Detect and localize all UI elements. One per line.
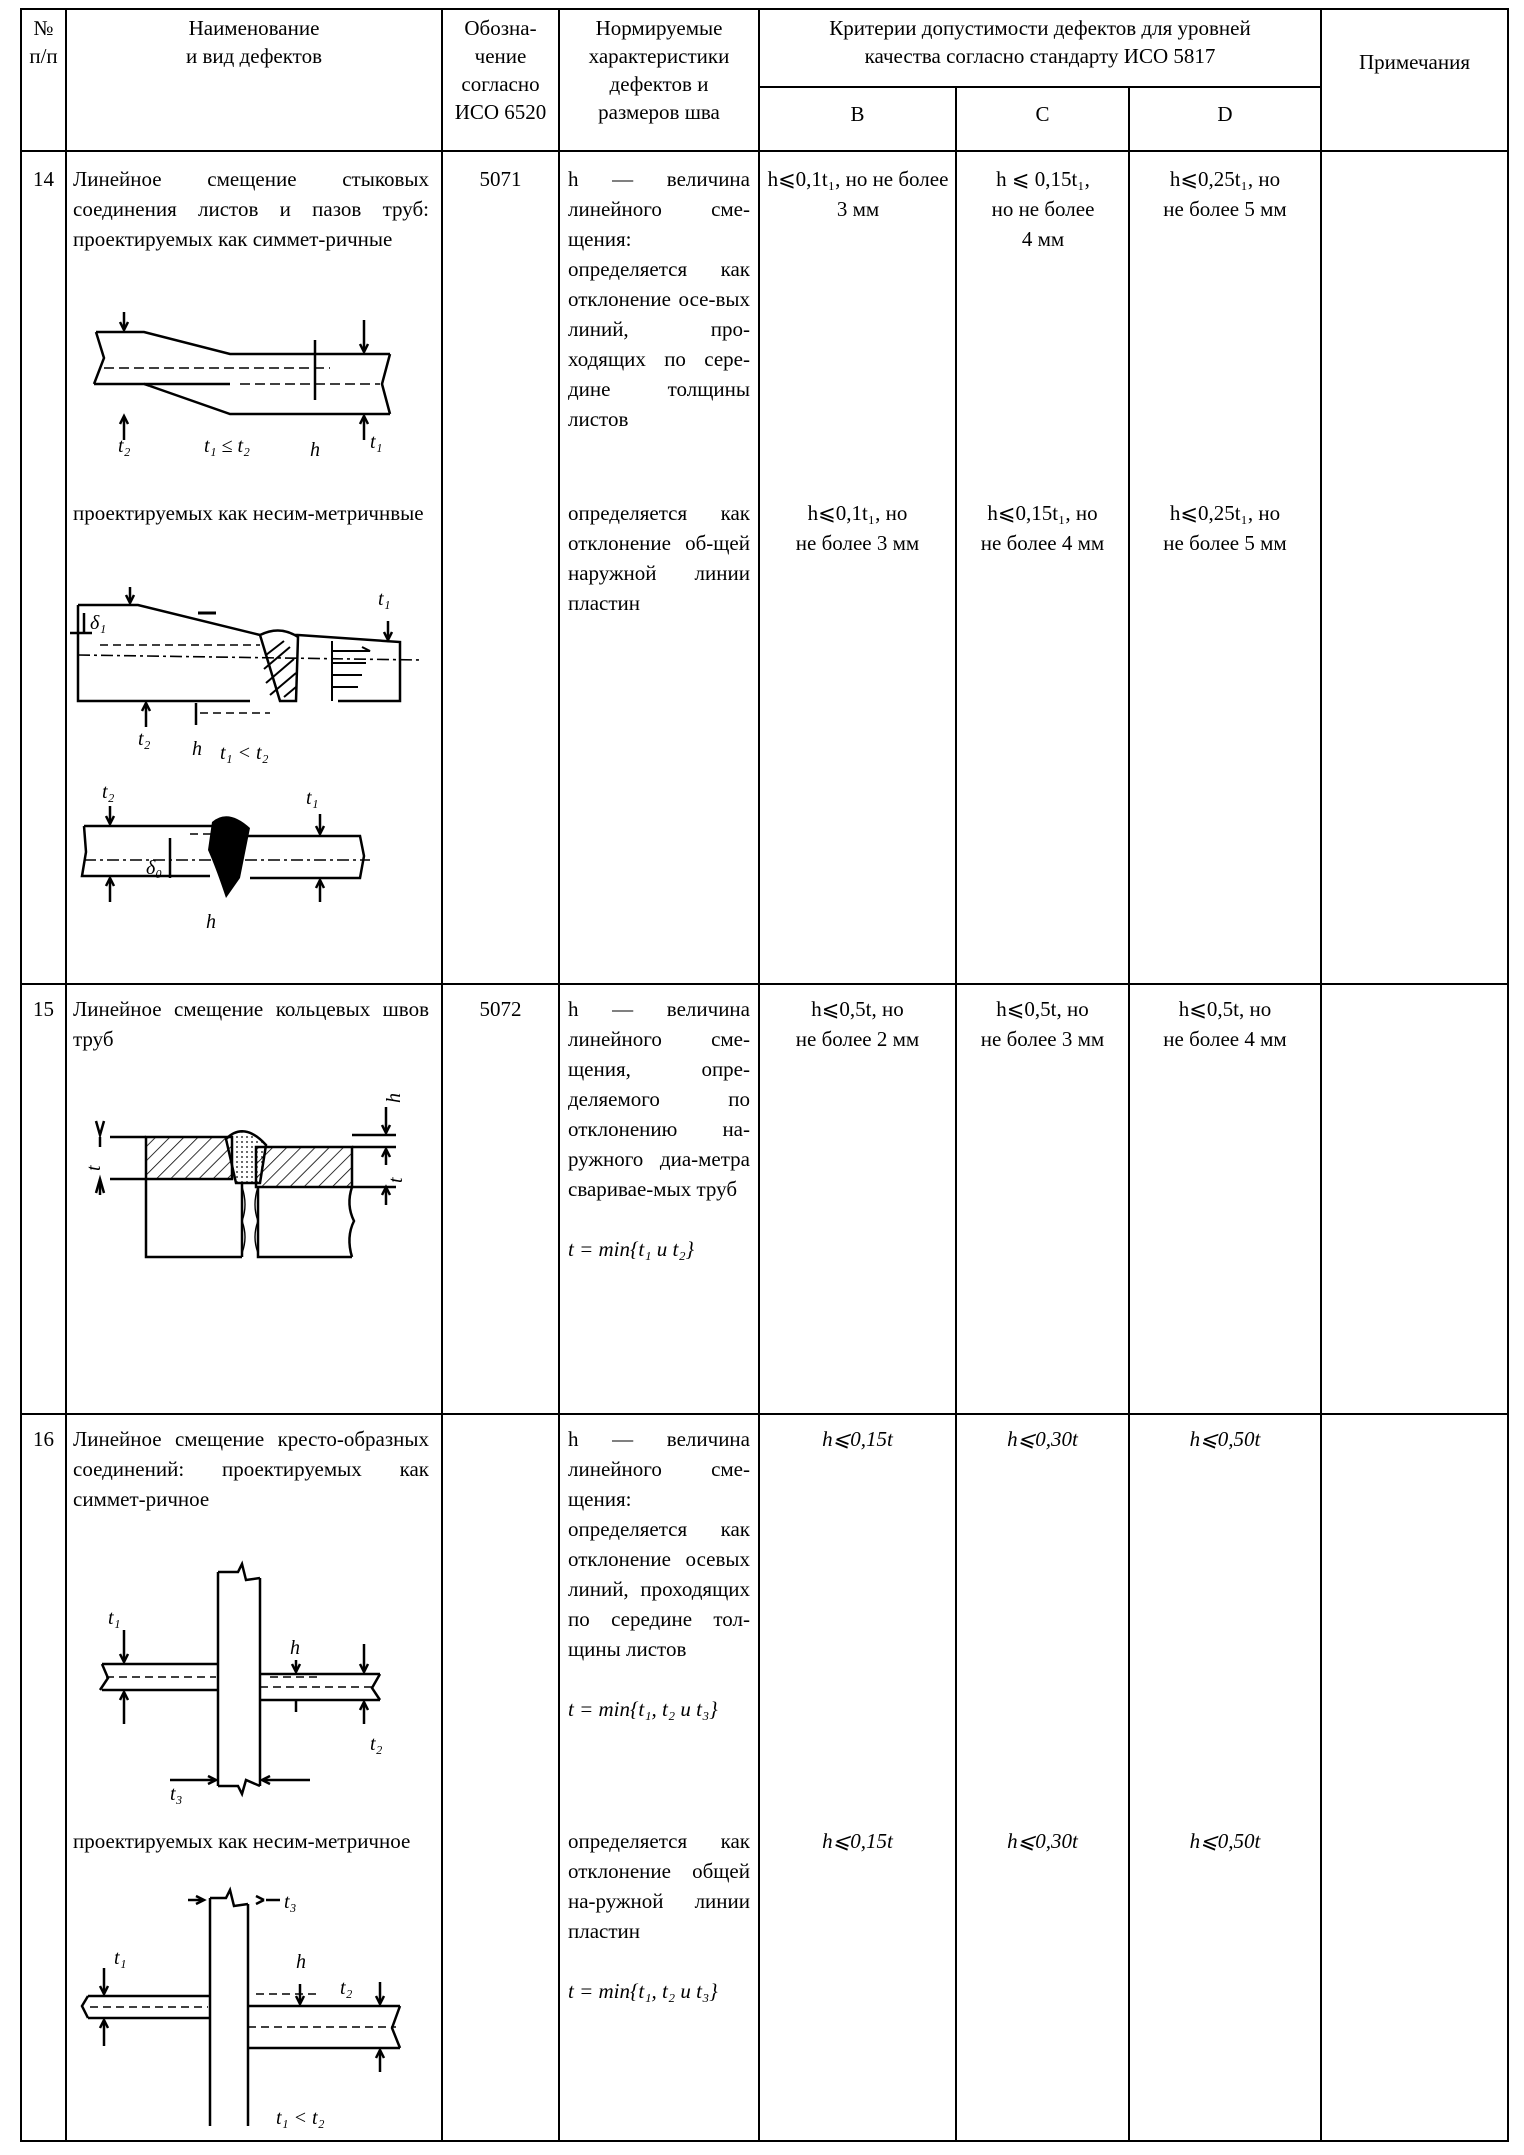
row-16-sub-norm-formula: t = min{t₁, t₂ и t₃}: [568, 1979, 718, 2003]
col-divider-num: [65, 8, 67, 2142]
fig6-label-t2: t₂: [340, 1977, 353, 1999]
fig5-label-t1: t₁: [108, 1607, 121, 1629]
row-16-level-b: h⩽0,15t: [822, 1427, 893, 1451]
fig2-label-t1-lt-t2: t₁ < t₂: [220, 742, 269, 764]
header-level-c: C: [1035, 102, 1050, 126]
row-14-name: Линейное смещение стыковых соединения листов и пазов труб: проектируемых как симмет-ричные: [73, 167, 429, 251]
row-16-norm: h — величина линейного сме-щения: определяется как отклонение осевых линий, проходящих по середине тол-щины листов: [568, 1427, 750, 1661]
figure-pipe-girth-weld: [83, 1075, 420, 1275]
table-right-border: [1507, 8, 1509, 2142]
row-14-norm: h — величина линейного сме-щения: определяется как отклонение осе-вых линий, про-ходящих по сере-дине толщины листов: [568, 167, 750, 431]
figure-butt-joint-asymmetric: [70, 585, 430, 785]
row-16-level-c: h⩽0,30t: [1007, 1427, 1078, 1451]
fig5-label-h: h: [290, 1637, 300, 1659]
fig2-label-delta1: δ₁: [90, 612, 107, 634]
row-15-code: 5072: [479, 997, 522, 1021]
header-criteria: Критерии допустимости дефектов для уровней качества согласно стандарту ИСО 5817: [829, 16, 1251, 68]
fig3-label-h: h: [206, 911, 216, 933]
table-left-border: [20, 8, 22, 2142]
fig4-label-h: h: [383, 1093, 405, 1103]
fig5-label-t3: t₃: [170, 1783, 183, 1805]
row-14-sub-level-b: h⩽0,1t₁, но не более 3 мм: [795, 501, 920, 555]
fig1-label-t1-le-t2: t₁ ≤ t₂: [204, 435, 250, 457]
header-level-b: B: [850, 102, 865, 126]
row-14-sub-name: проектируемых как несим-метричнвые: [73, 501, 424, 525]
figure-cruciform-symmetric: [80, 1560, 420, 1805]
fig4-label-t-right: t: [385, 1177, 407, 1183]
table-top-border: [20, 8, 1509, 10]
row-divider-15-16: [20, 1413, 1509, 1415]
row-16-level-d: h⩽0,50t: [1189, 1427, 1261, 1451]
figure-butt-joint-symmetric: [80, 310, 410, 470]
header-code: Обозна- чение согласно ИСО 6520: [454, 16, 547, 124]
fig4-label-t-left: t: [83, 1165, 105, 1171]
row-16-norm-formula: t = min{t₁, t₂ и t₃}: [568, 1697, 718, 1721]
fig1-label-t1: t₁: [370, 431, 383, 453]
row-16-num: 16: [33, 1427, 54, 1451]
fig1-label-t2: t₂: [118, 435, 131, 457]
row-14-level-d: h⩽0,25t₁, но не более 5 мм: [1163, 167, 1287, 221]
figure-cruciform-asymmetric: [80, 1888, 420, 2136]
row-15-level-c: h⩽0,5t, но не более 3 мм: [980, 997, 1105, 1051]
col-divider-name: [441, 8, 443, 2142]
row-15-norm-formula: t = min{t₁ и t₂}: [568, 1237, 695, 1261]
fig1-label-h: h: [310, 439, 320, 461]
fig6-label-t1: t₁: [114, 1947, 127, 1969]
row-15-level-b: h⩽0,5t, но не более 2 мм: [795, 997, 920, 1051]
row-15-norm: h — величина линейного сме-щения, опре-деляемого по отклонению на-ружного диа-метра свариваe-мых труб: [568, 997, 750, 1201]
row-16-sub-level-d: h⩽0,50t: [1189, 1829, 1261, 1853]
fig2-label-t1: t₁: [378, 588, 391, 610]
row-14-sub-level-c: h⩽0,15t₁, но не более 4 мм: [980, 501, 1105, 555]
header-name: Наименование и вид дефектов: [185, 16, 322, 68]
row-15-level-d: h⩽0,5t, но не более 4 мм: [1163, 997, 1287, 1051]
fig3-label-t1: t₁: [306, 787, 319, 809]
table-bottom-border: [20, 2140, 1509, 2142]
header-level-d: D: [1217, 102, 1233, 126]
row-14-sub-level-d: h⩽0,25t₁, но не более 5 мм: [1163, 501, 1287, 555]
row-16-sub-level-b: h⩽0,15t: [822, 1829, 893, 1853]
row-16-sub-norm: определяется как отклонение общей на-ружной линии пластин: [568, 1829, 750, 1943]
fig6-label-t3: t₃: [284, 1891, 297, 1913]
row-14-level-c: h ⩽ 0,15t₁, но не более 4 мм: [991, 167, 1095, 251]
row-15-num: 15: [33, 997, 54, 1021]
header-level-divider: [760, 86, 1322, 88]
header-bottom-border: [20, 150, 1509, 152]
figure-butt-joint-solid-weld: [80, 778, 380, 938]
col-divider-code: [558, 8, 560, 2142]
row-divider-14-15: [20, 983, 1509, 985]
row-16-name: Линейное смещение кресто-образных соединений: проектируемых как симмет-ричное: [73, 1427, 429, 1511]
fig5-label-t2: t₂: [370, 1733, 383, 1755]
fig2-label-t2: t₂: [138, 728, 151, 750]
row-14-code: 5071: [479, 167, 522, 191]
fig6-label-h: h: [296, 1951, 306, 1973]
row-14-level-b: h⩽0,1t₁, но не более 3 мм: [767, 167, 949, 221]
header-notes: Примечания: [1358, 50, 1470, 74]
col-divider-d: [1320, 8, 1322, 2142]
row-16-sub-level-c: h⩽0,30t: [1007, 1829, 1078, 1853]
fig2-label-h: h: [192, 738, 202, 760]
fig3-label-delta: δ₀: [146, 857, 163, 879]
row-14-num: 14: [33, 167, 54, 191]
col-divider-norm: [758, 8, 760, 2142]
fig3-label-t2: t₂: [102, 781, 115, 803]
row-16-sub-name: проектируемых как несим-метричное: [73, 1829, 411, 1853]
fig6-label-t1-lt-t2: t₁ < t₂: [276, 2107, 325, 2129]
header-num: № п/п: [29, 16, 58, 68]
header-norm-visible: Нормируемые характеристики дефектов и размеров шва: [588, 16, 730, 124]
row-15-name: Линейное смещение кольцевых швов труб: [73, 997, 429, 1051]
row-14-sub-norm: определяется как отклонение об-щей наружной линии пластин: [568, 501, 750, 615]
